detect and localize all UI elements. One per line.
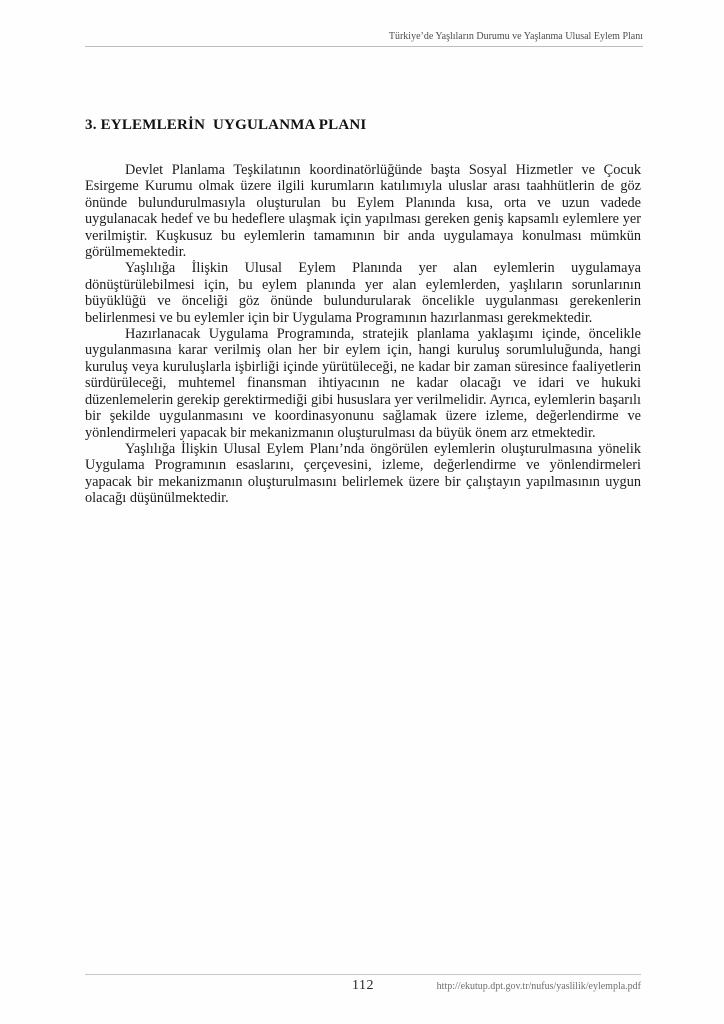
paragraph-1: Devlet Planlama Teşkilatının koordinatörlüğünde başta Sosyal Hizmetler ve Çocuk Esirgeme Kurumu olmak üzere ilgili kurumların katılımıyla uluslar arası taahhütlerin de göz önünde bulundurulmasıyla oluşturulan bu Eylem Planında kısa, orta ve uzun vadede uygulanacak hedef ve bu hedeflere ulaşmak için yapılması gereken geniş kapsamlı eylemlere yer verilmiştir. Kuşkusuz bu eylemlerin tamamının bir anda uygulamaya konulması mümkün görülmemektedir. xyxy=(85,162,641,261)
paragraph-3: Hazırlanacak Uygulama Programında, stratejik planlama yaklaşımı içinde, öncelikle uygulanmasına karar verilmiş olan her bir eylem için, hangi kuruluş sorumluluğunda, hangi kuruluş veya kuruluşlarla işbirliği içinde yürütüleceği, ne kadar bir zaman süresince faaliyetlerin sürdürüleceği, muhtemel finansman ihtiyacının ne kadar olacağı ve idari ve hukuki düzenlemelerin gerekip gerektirmediği gibi hususlara yer verilmelidir. Ayrıca, eylemlerin başarılı bir şekilde uygulanmasını ve koordinasyonunu sağlamak üzere izleme, değerlendirme ve yönlendirmeleri yapacak bir mekanizmanın oluşturulması da büyük önem arz etmektedir. xyxy=(85,326,641,441)
page-header xyxy=(85,30,643,47)
page-content xyxy=(85,117,641,507)
paragraph-2: Yaşlılığa İlişkin Ulusal Eylem Planında yer alan eylemlerin uygulamaya dönüştürülebilmesi için, bu eylem planında yer alan eylemlerden, yaşlıların sorunlarının büyüklüğü ve önceliği göz önünde bulundurularak öncelikle uygulanması gerekenlerin belirlenmesi ve bu eylemler için bir Uygulama Programının hazırlanması gerekmektedir. xyxy=(85,260,641,326)
page-footer xyxy=(85,974,641,994)
footer-url-link[interactable]: http://ekutup.dpt.gov.tr/nufus/yaslilik/eylempla.pdf xyxy=(436,981,641,992)
section-title: 3. EYLEMLERİN UYGULANMA PLANI xyxy=(85,117,367,133)
page-number: 112 xyxy=(352,978,374,993)
paragraph-4: Yaşlılığa İlişkin Ulusal Eylem Planı’nda öngörülen eylemlerin oluşturulmasına yönelik Uygulama Programının esaslarını, çerçevesini, izleme, değerlendirme ve yönlendirmeleri yapacak bir mekanizmanın oluşturulmasını belirlemek üzere bir çalıştayın yapılmasının uygun olacağı düşünülmektedir. xyxy=(85,440,641,507)
running-header-title: Türkiye’de Yaşlıların Durumu ve Yaşlanma Ulusal Eylem Planı xyxy=(388,31,643,42)
